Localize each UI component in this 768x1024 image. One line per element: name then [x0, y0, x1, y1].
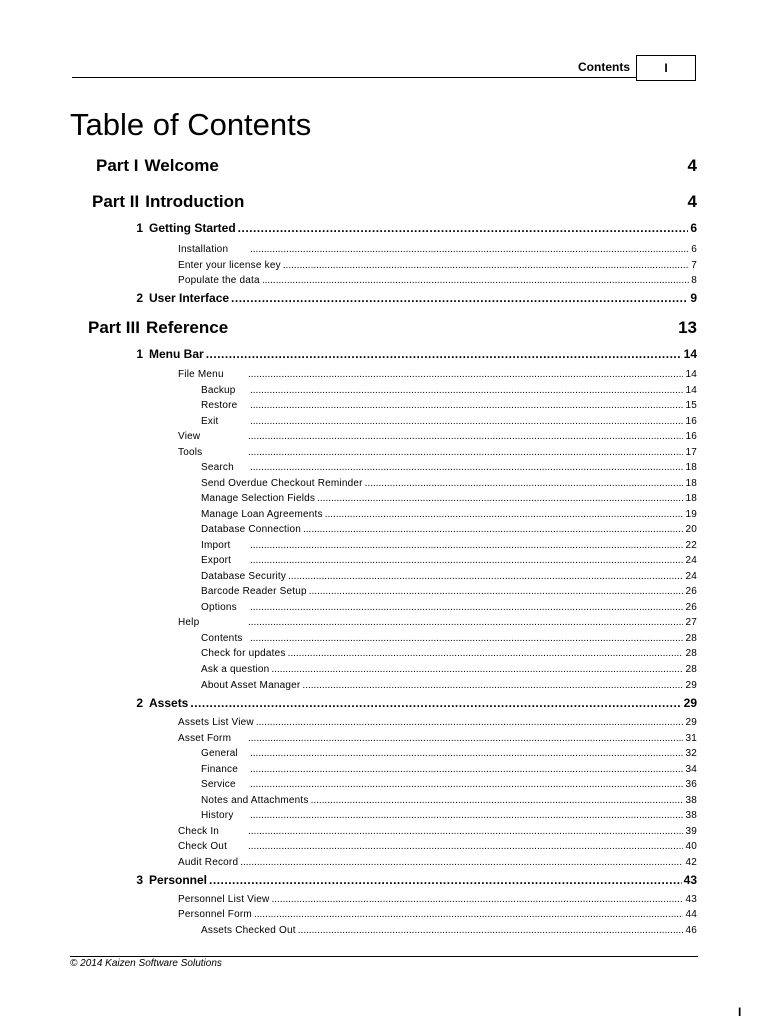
toc-page-number: 14 — [683, 347, 697, 361]
toc-part-reference[interactable] — [88, 318, 697, 338]
toc-leader — [317, 493, 683, 504]
toc-leader — [288, 648, 684, 659]
toc-part-welcome[interactable] — [96, 156, 697, 176]
toc-leader — [309, 586, 684, 597]
toc-entry-license[interactable] — [178, 260, 697, 271]
toc-page-number: 24 — [685, 571, 697, 582]
toc-entry-restore[interactable] — [201, 400, 697, 411]
toc-page-number: 31 — [685, 733, 697, 744]
toc-page-number: 29 — [683, 696, 697, 710]
toc-entry-help[interactable] — [178, 617, 697, 628]
toc-entry-title: Search — [201, 462, 234, 473]
toc-entry-assets-checked-out[interactable] — [201, 925, 697, 936]
toc-chapter-title: Menu Bar — [149, 347, 204, 361]
toc-entry-title: Assets List View — [178, 717, 254, 728]
toc-page-number: 28 — [685, 648, 697, 659]
toc-entry-title: Personnel Form — [178, 909, 252, 920]
toc-entry-loan-agreements[interactable] — [201, 509, 697, 520]
toc-chapter-menu-bar[interactable] — [134, 347, 697, 361]
toc-part-number: Part III — [88, 318, 140, 337]
toc-entry-title: Import — [201, 540, 231, 551]
toc-page-number: 14 — [685, 385, 697, 396]
footer-copyright: © 2014 Kaizen Software Solutions — [70, 958, 222, 969]
toc-page-number: 44 — [685, 909, 697, 920]
toc-leader — [254, 909, 684, 920]
toc-page-number: 26 — [685, 586, 697, 597]
toc-chapter-number: 1 — [136, 221, 143, 235]
toc-chapter-personnel[interactable] — [134, 873, 697, 887]
toc-entry-title: History — [201, 810, 234, 821]
toc-leader — [262, 275, 689, 286]
toc-entry-general[interactable] — [201, 748, 697, 759]
toc-entry-import[interactable] — [201, 540, 697, 551]
toc-leader — [302, 680, 683, 691]
toc-chapter-title: User Interface — [149, 291, 230, 305]
toc-entry-title: Restore — [201, 400, 238, 411]
toc-part-number: Part I — [96, 156, 139, 175]
toc-chapter-getting-started[interactable] — [134, 221, 697, 235]
toc-page-number: 34 — [685, 764, 697, 775]
toc-page-number: 22 — [685, 540, 697, 551]
toc-page-number: 36 — [685, 779, 697, 790]
toc-page-number: 4 — [687, 156, 697, 175]
toc-leader — [238, 221, 689, 235]
toc-page-number: 28 — [685, 633, 697, 644]
toc-page-number: 18 — [685, 462, 697, 473]
toc-part-title: Reference — [145, 318, 229, 337]
toc-entry-title: Audit Record — [178, 857, 239, 868]
toc-entry-about[interactable] — [201, 680, 697, 691]
toc-page-number: 18 — [685, 478, 697, 489]
toc-leader — [250, 602, 683, 613]
footer-rule — [70, 956, 698, 957]
toc-entry-title: Enter your license key — [178, 260, 281, 271]
toc-page-number: 27 — [685, 617, 697, 628]
toc-entry-tools[interactable] — [178, 447, 697, 458]
toc-leader — [298, 925, 684, 936]
toc-leader — [250, 764, 683, 775]
toc-entry-ask-question[interactable] — [201, 664, 697, 675]
toc-page-number: 16 — [685, 431, 697, 442]
toc-entry-title: Export — [201, 555, 232, 566]
toc-chapter-number: 1 — [136, 347, 143, 361]
toc-page-number: 6 — [690, 221, 697, 235]
toc-entry-search[interactable] — [201, 462, 697, 473]
toc-entry-notes-attachments[interactable] — [201, 795, 697, 806]
toc-entry-title: Database Security — [201, 571, 287, 582]
toc-leader — [248, 826, 683, 837]
toc-page-number: 40 — [685, 841, 697, 852]
toc-entry-title: Database Connection — [201, 524, 301, 535]
toc-leader — [250, 540, 683, 551]
toc-entry-title: Installation — [178, 244, 229, 255]
toc-entry-service[interactable] — [201, 779, 697, 790]
page-number: I — [738, 1005, 742, 1019]
toc-page-number: 13 — [678, 318, 697, 337]
toc-leader — [311, 795, 684, 806]
toc-entry-title: Personnel List View — [178, 894, 270, 905]
toc-entry-title: Barcode Reader Setup — [201, 586, 307, 597]
toc-entry-backup[interactable] — [201, 385, 697, 396]
running-header-page: I — [636, 55, 696, 81]
toc-page-number: 19 — [685, 509, 697, 520]
toc-page-number: 29 — [685, 680, 697, 691]
toc-entry-populate[interactable] — [178, 275, 697, 286]
toc-page-number: 8 — [691, 275, 697, 286]
toc-chapter-title: Getting Started — [149, 221, 236, 235]
toc-page-number: 46 — [685, 925, 697, 936]
toc-page-number: 43 — [683, 873, 697, 887]
toc-entry-selection-fields[interactable] — [201, 493, 697, 504]
toc-page-number: 26 — [685, 602, 697, 613]
toc-leader — [325, 509, 684, 520]
toc-leader — [248, 369, 683, 380]
toc-leader — [250, 416, 683, 427]
toc-leader — [250, 633, 683, 644]
toc-page-number: 17 — [685, 447, 697, 458]
toc-entry-title: File Menu — [178, 369, 224, 380]
toc-entry-history[interactable] — [201, 810, 697, 821]
toc-entry-title: Manage Selection Fields — [201, 493, 316, 504]
toc-part-title: Introduction — [145, 192, 245, 211]
toc-page-number: 29 — [685, 717, 697, 728]
toc-leader — [248, 447, 683, 458]
toc-part-introduction[interactable] — [92, 192, 697, 212]
toc-page-number: 42 — [685, 857, 697, 868]
toc-entry-personnel-list-view[interactable] — [178, 894, 697, 905]
toc-entry-assets-list-view[interactable] — [178, 717, 697, 728]
toc-chapter-number: 2 — [136, 696, 143, 710]
toc-leader — [250, 810, 683, 821]
toc-entry-title: Options — [201, 602, 237, 613]
toc-page-number: 16 — [685, 416, 697, 427]
toc-entry-installation[interactable] — [178, 244, 697, 255]
toc-entry-check-in[interactable] — [178, 826, 697, 837]
toc-leader — [283, 260, 689, 271]
toc-entry-database-connection[interactable] — [201, 524, 697, 535]
toc-entry-title: Backup — [201, 385, 236, 396]
toc-leader — [209, 873, 682, 887]
toc-page-number: 7 — [691, 260, 697, 271]
toc-leader — [248, 733, 683, 744]
toc-leader — [248, 431, 683, 442]
toc-page-number: 4 — [687, 192, 697, 211]
toc-entry-barcode-setup[interactable] — [201, 586, 697, 597]
toc-entry-file-menu[interactable] — [178, 369, 697, 380]
header-rule — [72, 77, 637, 78]
toc-part-number: Part II — [92, 192, 140, 211]
toc-entry-audit-record[interactable] — [178, 857, 697, 868]
toc-entry-asset-form[interactable] — [178, 733, 697, 744]
toc-entry-title: Contents — [201, 633, 243, 644]
toc-entry-database-security[interactable] — [201, 571, 697, 582]
toc-leader — [250, 244, 689, 255]
toc-entry-view[interactable] — [178, 431, 697, 442]
toc-leader — [250, 385, 683, 396]
toc-page-number: 14 — [685, 369, 697, 380]
toc-page-number: 39 — [685, 826, 697, 837]
toc-entry-title: Ask a question — [201, 664, 270, 675]
toc-page-number: 15 — [685, 400, 697, 411]
page-title: Table of Contents — [70, 107, 312, 142]
toc-leader — [271, 894, 683, 905]
toc-entry-title: Send Overdue Checkout Reminder — [201, 478, 363, 489]
toc-leader — [256, 717, 684, 728]
toc-leader — [288, 571, 683, 582]
toc-leader — [231, 291, 688, 305]
toc-leader — [303, 524, 683, 535]
toc-page-number: 28 — [685, 664, 697, 675]
toc-entry-title: Notes and Attachments — [201, 795, 309, 806]
toc-entry-overdue-reminder[interactable] — [201, 478, 697, 489]
toc-entry-title: Check Out — [178, 841, 228, 852]
toc-page-number: 43 — [685, 894, 697, 905]
toc-entry-exit[interactable] — [201, 416, 697, 427]
toc-entry-check-out[interactable] — [178, 841, 697, 852]
toc-leader — [190, 696, 681, 710]
toc-chapter-assets[interactable] — [134, 696, 697, 710]
toc-leader — [206, 347, 682, 361]
toc-entry-title: Finance — [201, 764, 238, 775]
toc-chapter-number: 3 — [136, 873, 143, 887]
running-header-label: Contents — [578, 60, 630, 74]
toc-entry-title: Asset Form — [178, 733, 232, 744]
toc-entry-title: Service — [201, 779, 236, 790]
toc-entry-title: About Asset Manager — [201, 680, 301, 691]
toc-entry-options[interactable] — [201, 602, 697, 613]
toc-entry-title: Manage Loan Agreements — [201, 509, 323, 520]
toc-page-number: 38 — [685, 810, 697, 821]
toc-page-number: 18 — [685, 493, 697, 504]
toc-entry-title: General — [201, 748, 238, 759]
toc-leader — [250, 555, 683, 566]
toc-chapter-user-interface[interactable] — [134, 291, 697, 305]
toc-page-number: 38 — [685, 795, 697, 806]
toc-page-number: 24 — [685, 555, 697, 566]
toc-page-number: 32 — [685, 748, 697, 759]
toc-leader — [365, 478, 684, 489]
toc-entry-contents[interactable] — [201, 633, 697, 644]
toc-leader — [248, 841, 683, 852]
toc-entry-check-updates[interactable] — [201, 648, 697, 659]
toc-chapter-number: 2 — [136, 291, 143, 305]
toc-leader — [250, 462, 683, 473]
toc-entry-title: Help — [178, 617, 200, 628]
toc-page-number: 6 — [691, 244, 697, 255]
toc-chapter-title: Assets — [149, 696, 189, 710]
toc-leader — [271, 664, 683, 675]
toc-leader — [240, 857, 683, 868]
toc-entry-export[interactable] — [201, 555, 697, 566]
toc-page-number: 20 — [685, 524, 697, 535]
toc-entry-title: View — [178, 431, 201, 442]
toc-entry-title: Exit — [201, 416, 219, 427]
toc-entry-title: Check In — [178, 826, 220, 837]
toc-entry-title: Populate the data — [178, 275, 260, 286]
toc-page-number: 9 — [690, 291, 697, 305]
toc-leader — [250, 779, 683, 790]
toc-entry-finance[interactable] — [201, 764, 697, 775]
toc-part-title: Welcome — [144, 156, 219, 175]
toc-leader — [250, 400, 683, 411]
toc-entry-title: Assets Checked Out — [201, 925, 296, 936]
toc-entry-title: Check for updates — [201, 648, 286, 659]
toc-leader — [248, 617, 683, 628]
toc-entry-personnel-form[interactable] — [178, 909, 697, 920]
toc-entry-title: Tools — [178, 447, 203, 458]
toc-leader — [250, 748, 683, 759]
toc-chapter-title: Personnel — [149, 873, 208, 887]
